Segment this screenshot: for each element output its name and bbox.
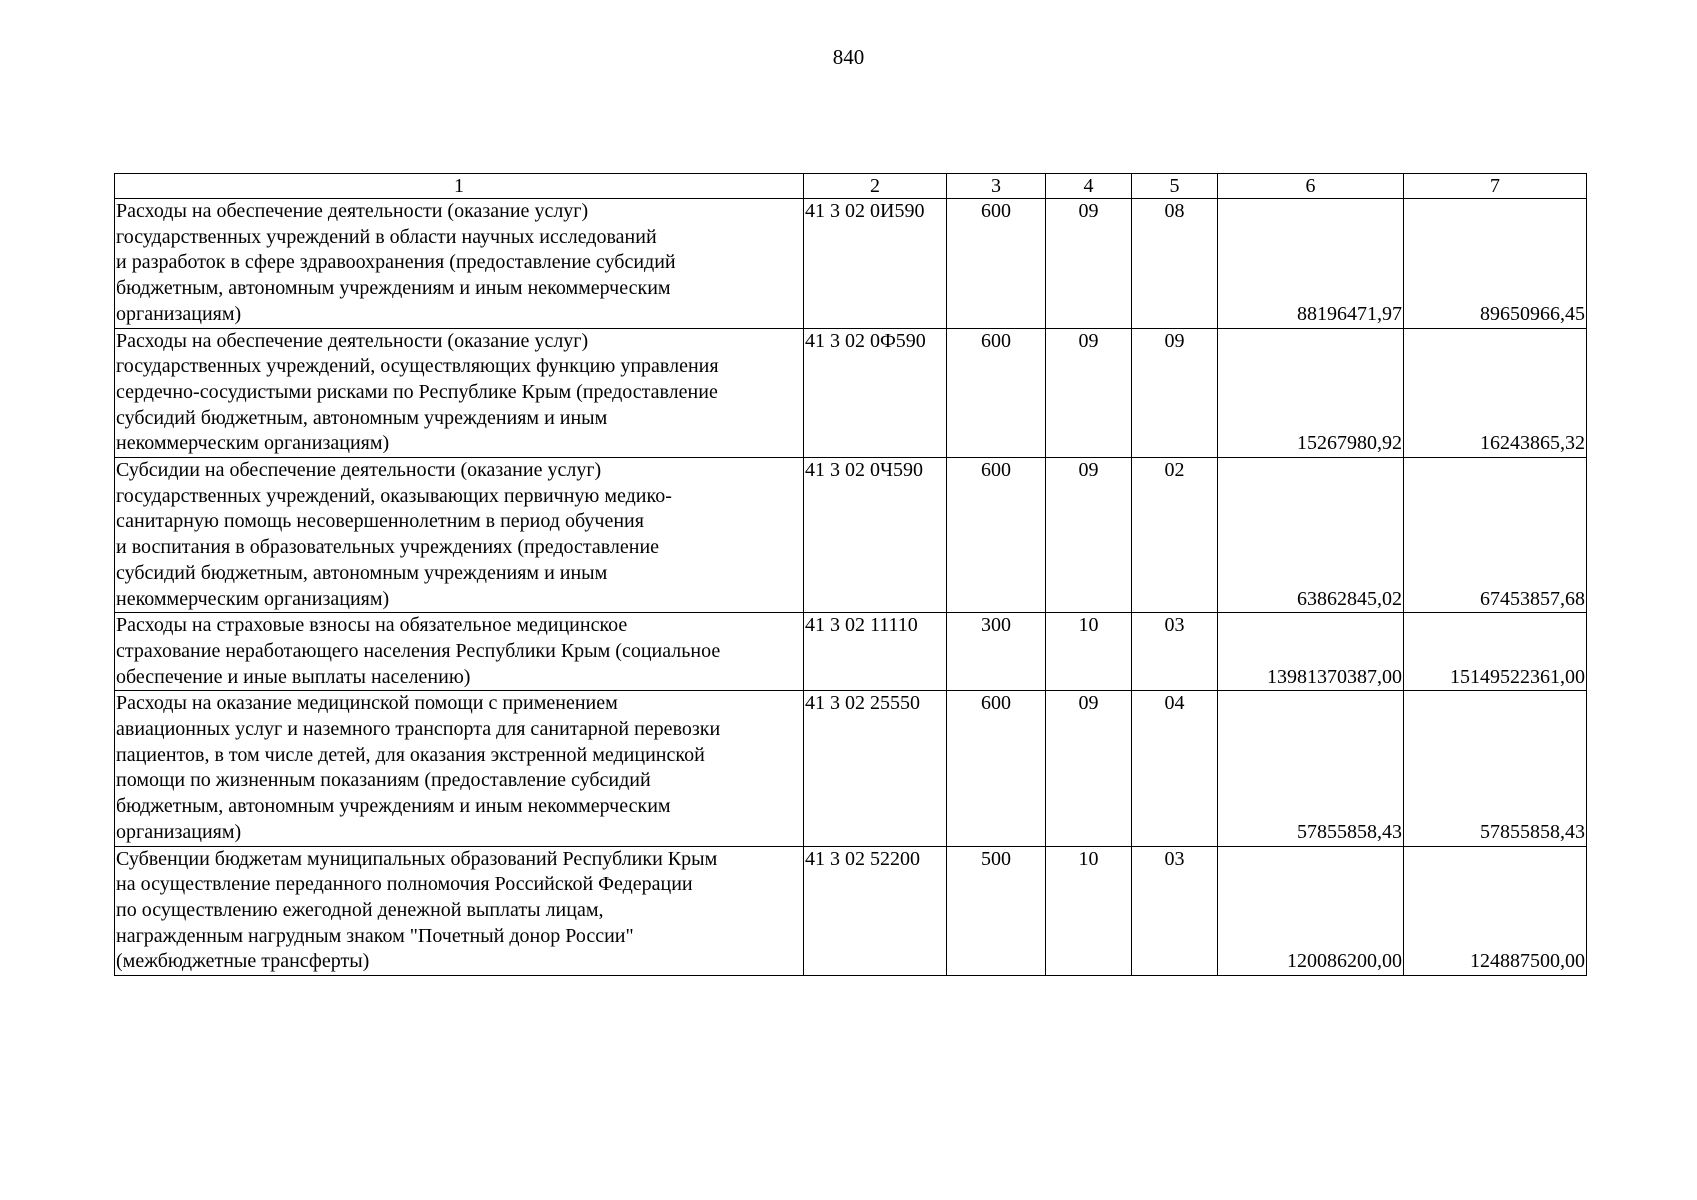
- budget-table: [114, 173, 1587, 976]
- target-code: 41 3 02 11110: [804, 613, 947, 691]
- column-header: 2: [804, 174, 947, 199]
- amount-year-1: 120086200,00: [1218, 846, 1404, 976]
- description-line: государственных учреждений, оказывающих первичную медико-: [116, 484, 672, 507]
- section-code: 09: [1046, 199, 1132, 329]
- description-line: пациентов, в том числе детей, для оказания экстренной медицинской: [116, 743, 705, 766]
- section-code: 09: [1046, 691, 1132, 846]
- section-code: 10: [1046, 846, 1132, 976]
- description-line: субсидий бюджетным, автономным учреждениям и иным: [116, 406, 608, 429]
- subsection-code: 03: [1132, 613, 1218, 691]
- target-code: 41 3 02 0Ф590: [804, 328, 947, 458]
- amount-year-2: 67453857,68: [1404, 458, 1587, 613]
- amount-year-2: 57855858,43: [1404, 691, 1587, 846]
- item-description: [115, 328, 804, 458]
- table-row: [115, 691, 1587, 846]
- table-row: [115, 328, 1587, 458]
- description-line: обеспечение и иные выплаты населению): [116, 665, 471, 688]
- description-line: и воспитания в образовательных учреждениях (предоставление: [116, 536, 660, 559]
- column-header: 7: [1404, 174, 1587, 199]
- table-row: [115, 846, 1587, 976]
- subsection-code: 08: [1132, 199, 1218, 329]
- subsection-code: 02: [1132, 458, 1218, 613]
- section-code: 10: [1046, 613, 1132, 691]
- table-row: [115, 458, 1587, 613]
- expense-type: 600: [947, 691, 1046, 846]
- expense-type: 600: [947, 199, 1046, 329]
- description-line: государственных учреждений, осуществляющих функцию управления: [116, 355, 719, 378]
- column-header: 3: [947, 174, 1046, 199]
- amount-year-1: 88196471,97: [1218, 199, 1404, 329]
- amount-year-2: 16243865,32: [1404, 328, 1587, 458]
- description-line: сердечно-сосудистыми рисками по Республике Крым (предоставление: [116, 380, 718, 403]
- item-description: [115, 691, 804, 846]
- table-row: [115, 613, 1587, 691]
- amount-year-1: 57855858,43: [1218, 691, 1404, 846]
- description-line: Расходы на оказание медицинской помощи с применением: [116, 692, 618, 715]
- description-line: награжденным нагрудным знаком "Почетный донор России": [116, 924, 634, 947]
- description-line: организациям): [116, 302, 242, 325]
- description-line: Расходы на обеспечение деятельности (оказание услуг): [116, 200, 589, 222]
- description-line: (межбюджетные трансферты): [116, 950, 370, 973]
- description-line: санитарную помощь несовершеннолетним в период обучения: [116, 510, 644, 533]
- amount-year-1: 13981370387,00: [1218, 613, 1404, 691]
- description-line: Расходы на обеспечение деятельности (оказание услуг): [116, 329, 589, 352]
- description-line: по осуществлению ежегодной денежной выплаты лицам,: [116, 898, 604, 921]
- subsection-code: 04: [1132, 691, 1218, 846]
- page-number: 840: [832, 45, 865, 69]
- description-line: помощи по жизненным показаниям (предоставление субсидий: [116, 769, 651, 792]
- amount-year-2: 124887500,00: [1404, 846, 1587, 976]
- amount-year-1: 15267980,92: [1218, 328, 1404, 458]
- description-line: Субвенции бюджетам муниципальных образований Республики Крым: [116, 847, 718, 870]
- description-line: и разработок в сфере здравоохранения (предоставление субсидий: [116, 251, 676, 274]
- column-header: 5: [1132, 174, 1218, 199]
- target-code: 41 3 02 52200: [804, 846, 947, 976]
- table-row: [115, 199, 1587, 329]
- description-line: бюджетным, автономным учреждениям и иным некоммерческим: [116, 795, 671, 818]
- target-code: 41 3 02 25550: [804, 691, 947, 846]
- description-line: Субсидии на обеспечение деятельности (оказание услуг): [116, 459, 602, 482]
- item-description: [115, 613, 804, 691]
- column-header: 1: [115, 174, 804, 199]
- target-code: 41 3 02 0Ч590: [804, 458, 947, 613]
- column-header: 4: [1046, 174, 1132, 199]
- item-description: [115, 458, 804, 613]
- section-code: 09: [1046, 458, 1132, 613]
- section-code: 09: [1046, 328, 1132, 458]
- subsection-code: 03: [1132, 846, 1218, 976]
- description-line: авиационных услуг и наземного транспорта для санитарной перевозки: [116, 718, 721, 741]
- description-line: государственных учреждений в области научных исследований: [116, 225, 657, 248]
- column-header: 6: [1218, 174, 1404, 199]
- expense-type: 600: [947, 328, 1046, 458]
- subsection-code: 09: [1132, 328, 1218, 458]
- expense-type: 600: [947, 458, 1046, 613]
- description-line: некоммерческим организациям): [116, 587, 390, 610]
- item-description: [115, 199, 804, 329]
- expense-type: 300: [947, 613, 1046, 691]
- expense-type: 500: [947, 846, 1046, 976]
- target-code: 41 3 02 0И590: [804, 199, 947, 329]
- amount-year-1: 63862845,02: [1218, 458, 1404, 613]
- amount-year-2: 15149522361,00: [1404, 613, 1587, 691]
- item-description: [115, 846, 804, 976]
- description-line: субсидий бюджетным, автономным учреждениям и иным: [116, 561, 608, 584]
- description-line: некоммерческим организациям): [116, 432, 390, 455]
- description-line: бюджетным, автономным учреждениям и иным некоммерческим: [116, 277, 671, 300]
- table-header-row: [115, 174, 1587, 199]
- amount-year-2: 89650966,45: [1404, 199, 1587, 329]
- description-line: организациям): [116, 820, 242, 843]
- description-line: на осуществление переданного полномочия Российской Федерации: [116, 873, 693, 896]
- description-line: Расходы на страховые взносы на обязательное медицинское: [116, 614, 628, 637]
- description-line: страхование неработающего населения Республики Крым (социальное: [116, 639, 721, 662]
